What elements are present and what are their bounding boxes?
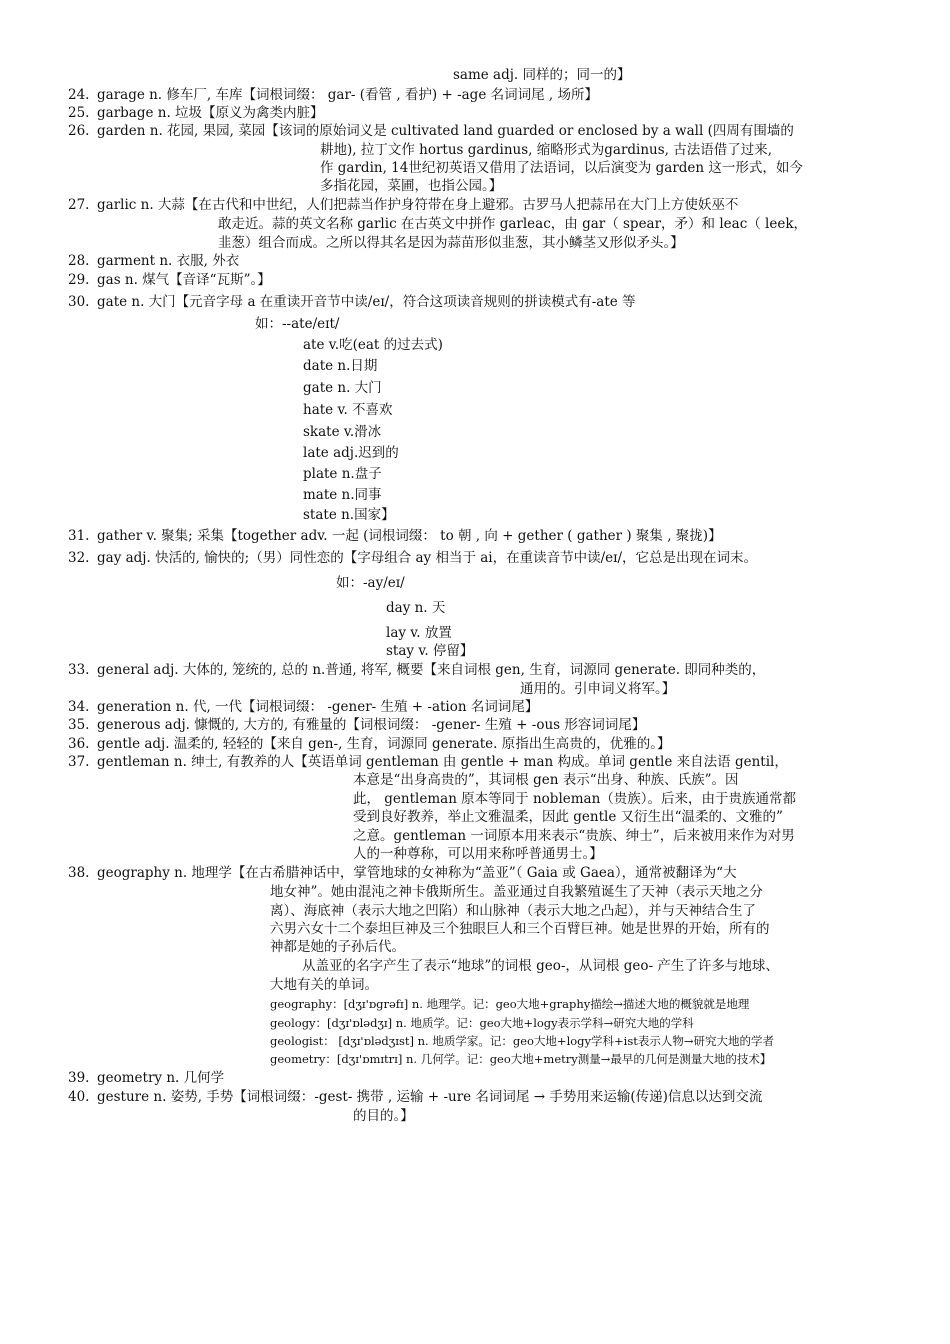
entry-text: garlic n. 大蒜【在古代和中世纪，人们把蒜当作护身符带在身上避邪。古罗马人把蒜吊在大门上方使妖巫不 [97, 197, 739, 213]
entry-25 [68, 104, 324, 123]
word-example: hate v. 不喜欢 [303, 402, 393, 418]
entry-40 [68, 1088, 762, 1107]
entry-34 [68, 698, 538, 717]
entry-37-cont: 此， gentleman 原本等同于 nobleman（贵族）。后来，由于贵族通常都 [353, 791, 797, 807]
entry-text: gesture n. 姿势, 手势【词根词缀：-gest- 携带 , 运输 + -ure 名词词尾 → 手势用来运输(传递)信息以达到交流 [97, 1089, 763, 1105]
word-example: stay v. 停留】 [386, 643, 474, 659]
entry-38 [68, 864, 737, 883]
word-example: ate v.吃(eat 的过去式) [303, 337, 443, 353]
word-example: plate n.盘子 [303, 466, 382, 482]
entry-40-cont: 的目的。】 [353, 1108, 414, 1124]
entry-number: 36. [68, 736, 90, 752]
entry-39 [68, 1069, 224, 1088]
entry-number: 34. [68, 699, 90, 715]
entry-number: 25. [68, 105, 90, 121]
entry-text: geometry n. 几何学 [97, 1070, 225, 1086]
geo-word-note: geologist： [dʒɪ'ɒlədʒɪst] n. 地质学家。记：geo大地+logy学科+ist表示人物→研究大地的学者 [270, 1034, 775, 1048]
entry-38-cont: 六男六女十二个泰坦巨神及三个独眼巨人和三个百臂巨神。她是世界的开始，所有的 [270, 921, 770, 937]
entry-38-cont: 从盖亚的名字产生了表示“地球”的词根 geo-，从词根 geo- 产生了许多与地球、 [302, 958, 779, 974]
entry-text: garage n. 修车厂, 车库【词根词缀： gar- (看管 , 看护) + -age 名词词尾 , 场所】 [97, 87, 598, 103]
entry-37-cont: 之意。gentleman 一词原本用来表示“贵族、绅士”，后来被用来作为对男 [353, 828, 795, 844]
word-example: late adj.迟到的 [303, 445, 399, 461]
entry-28 [68, 252, 239, 271]
entry-27-cont: 敢走近。蒜的英文名称 garlic 在古英文中拼作 garleac，由 gar（ spear，矛）和 leac（ leek， [218, 216, 808, 232]
entry-31 [68, 527, 722, 546]
entry-37 [68, 753, 788, 772]
word-example: gate n. 大门 [303, 380, 382, 396]
entry-number: 39. [68, 1070, 90, 1086]
entry-text: gather v. 聚集; 采集【together adv. 一起 (词根词缀： to 朝 , 向 + gether ( gather ) 聚集 , 聚拢)】 [97, 528, 722, 544]
entry-29 [68, 271, 271, 290]
entry-number: 35. [68, 717, 90, 733]
entry-text: gay adj. 快活的, 愉快的;（男）同性恋的【字母组合 ay 相当于 ai，在重读音节中读/eɪ/，它总是出现在词末。 [97, 550, 758, 566]
entry-35 [68, 716, 645, 735]
entry-number: 32. [68, 550, 90, 566]
entry-text: gentle adj. 温柔的, 轻轻的【来自 gen-, 生育，词源同 generate. 原指出生高贵的，优雅的。】 [97, 736, 671, 752]
entry-38-cont: 大地有关的单词。 [270, 977, 378, 993]
entry-number: 28. [68, 253, 90, 269]
geo-word-note: geography：[dʒɪ'ɒgrəfɪ] n. 地理学。记：geo大地+graphy描绘→描述大地的概貌就是地理 [270, 997, 750, 1011]
entry-23-tail: same adj. 同样的；同一的】 [453, 67, 631, 83]
word-example: mate n.同事 [303, 487, 382, 503]
entry-text: garden n. 花园, 果园, 菜园【该词的原始词义是 cultivated land guarded or enclosed by a wall (四周有围墙的 [97, 123, 794, 139]
geo-word-note: geometry：[dʒɪ'ɒmɪtrɪ] n. 几何学。记：geo大地+metry测量→最早的几何是测量大地的技术】 [270, 1052, 772, 1066]
entry-text: garment n. 衣服, 外衣 [97, 253, 240, 269]
entry-number: 33. [68, 662, 90, 678]
entry-number: 31. [68, 528, 90, 544]
entry-text: generous adj. 慷慨的, 大方的, 有雅量的【词根词缀： -gener- 生殖 + -ous 形容词词尾】 [97, 717, 646, 733]
entry-27-cont: 韭葱）组合而成。之所以得其名是因为蒜苗形似韭葱，其小鳞茎又形似矛头。】 [218, 235, 684, 251]
entry-number: 29. [68, 272, 90, 288]
word-example: skate v.滑冰 [303, 424, 382, 440]
entry-30-example-label: 如：--ate/eɪt/ [255, 316, 340, 332]
entry-37-cont: 本意是“出身高贵的”，其词根 gen 表示“出身、种族、氏族”。因 [353, 772, 739, 788]
entry-26 [68, 122, 794, 141]
entry-26-cont: 多指花园，菜圃，也指公园。】 [320, 178, 503, 194]
word-example: state n.国家】 [303, 507, 395, 523]
entry-37-cont: 受到良好教养，举止文雅温柔，因此 gentle 又衍生出“温柔的、文雅的” [353, 809, 783, 825]
entry-number: 27. [68, 197, 90, 213]
entry-text: gate n. 大门【元音字母 a 在重读开音节中读/eɪ/，符合这项读音规则的拼读模式有-ate 等 [97, 294, 636, 310]
entry-number: 40. [68, 1089, 90, 1105]
entry-number: 38. [68, 865, 90, 881]
entry-26-cont: 作 gardin, 14世纪初英语又借用了法语词，以后演变为 garden 这一形式，如今 [320, 160, 803, 176]
entry-38-cont: 神都是她的子孙后代。 [270, 939, 405, 955]
entry-33-cont: 通用的。引申词义将军。】 [520, 681, 676, 697]
word-example: day n. 天 [386, 600, 446, 616]
entry-32-example-label: 如：-ay/eɪ/ [336, 575, 405, 591]
entry-text: general adj. 大体的, 笼统的, 总的 n.普通, 将军, 概要【来自词根 gen, 生育，词源同 generate. 即同种类的， [97, 662, 766, 678]
entry-number: 26. [68, 123, 90, 139]
entry-38-cont: 离）、海底神（表示大地之凹陷）和山脉神（表示大地之凸起），并与天神结合生了 [270, 903, 756, 919]
entry-number: 24. [68, 87, 90, 103]
entry-26-cont: 耕地), 拉丁文作 hortus gardinus, 缩略形式为gardinus, 古法语借了过来, [320, 142, 773, 158]
entry-text: gentleman n. 绅士, 有教养的人【英语单词 gentleman 由 gentle + man 构成。单词 gentle 来自法语 gentil， [97, 754, 788, 770]
entry-text: garbage n. 垃圾【原义为禽类内脏】 [97, 105, 324, 121]
entry-38-cont: 地女神”。她由混沌之神卡俄斯所生。盖亚通过自我繁殖诞生了天神（表示天地之分 [270, 884, 763, 900]
entry-text: generation n. 代, 一代【词根词缀： -gener- 生殖 + -ation 名词词尾】 [97, 699, 539, 715]
word-example: lay v. 放置 [386, 625, 452, 641]
word-example: date n.日期 [303, 358, 378, 374]
entry-37-cont: 人的一种尊称，可以用来称呼普通男士。】 [353, 846, 603, 862]
entry-text: geography n. 地理学【在古希腊神话中，掌管地球的女神称为“盖亚”（ Gaia 或 Gaea），通常被翻译为“大 [97, 865, 737, 881]
entry-33 [68, 661, 765, 680]
entry-36 [68, 735, 671, 754]
entry-32 [68, 549, 757, 568]
entry-24 [68, 86, 598, 105]
entry-text: gas n. 煤气【音译“瓦斯”。】 [97, 272, 271, 288]
entry-number: 37. [68, 754, 90, 770]
entry-number: 30. [68, 294, 90, 310]
entry-30 [68, 293, 636, 312]
entry-27 [68, 196, 738, 215]
geo-word-note: geology：[dʒɪ'ɒlədʒɪ] n. 地质学。记：geo大地+logy表示学科→研究大地的学科 [270, 1016, 694, 1030]
